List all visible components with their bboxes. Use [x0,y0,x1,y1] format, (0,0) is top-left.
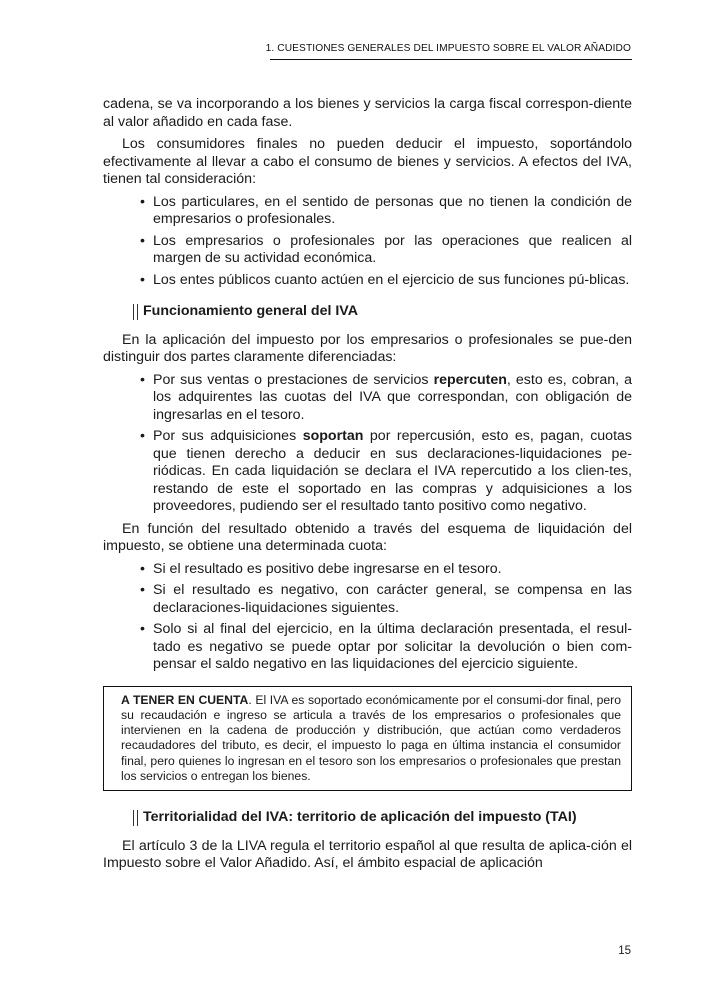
continuation-paragraph: cadena, se va incorporando a los bienes y servicios la carga fiscal correspon-diente al valor añadido en cada fase. [103,96,632,130]
page-number: 15 [618,945,631,957]
running-header: 1. CUESTIONES GENERALES DEL IMPUESTO SOBRE EL VALOR AÑADIDO [265,43,631,54]
bullet-icon: • [140,232,145,249]
list-item: • Los entes públicos cuanto actúen en el ejercicio de sus funciones pú-blicas. [140,271,630,288]
partes-list [103,372,632,516]
list-item: • Si el resultado es negativo, con carácter general, se compensa en las declaraciones-liquidaciones siguientes. [140,582,632,616]
list-item: • Solo si al final del ejercicio, en la última declaración presentada, el resul-tado es negativo se puede optar por solicitar la devolución o bien com-pensar el saldo negativo en las liquidaciones del ejercicio siguiente. [140,621,632,672]
list-item: • Por sus adquisiciones soportan por repercusión, esto es, pagan, cuotas que tienen derecho a deducir en sus declaraciones-liquidaciones pe-riódicas. En cada liquidación se declara el IVA repercutido a los clien-tes, restando de este el soportado en las compras y adquisiciones a los proveedores, pudiendo ser el resultado tanto positivo como negativo. [140,428,633,514]
articulo-paragraph: El artículo 3 de la LIVA regula el territorio español al que resulta de aplica-ción el Impuesto sobre el Valor Añadido. Así, el ámbito espacial de aplicación [103,837,632,872]
consumidores-list [103,194,632,290]
header-rule [270,59,632,60]
bullet-icon: • [140,271,145,288]
section-heading-territorialidad: Territorialidad del IVA: territorio de aplicación del impuesto (TAI) [103,809,632,827]
bullet-icon: • [140,193,145,210]
list-item: • Los empresarios o profesionales por las operaciones que realicen al margen de su actividad económica. [140,232,632,266]
section-marker-icon [133,304,138,320]
page-content [103,96,632,878]
section-marker-icon [133,810,138,826]
resultado-list [103,561,632,674]
list-item: • Los particulares, en el sentido de personas que no tienen la condición de empresarios o profesionales. [140,193,632,227]
bullet-icon: • [140,582,145,598]
bullet-icon: • [140,428,145,444]
resultado-paragraph: En función del resultado obtenido a través del esquema de liquidación del impuesto, se obtiene una determinada cuota: [103,520,632,554]
note-label: A TENER EN CUENTA [121,692,249,707]
aplicacion-paragraph: En la aplicación del impuesto por los empresarios o profesionales se pue-den distinguir dos partes claramente diferenciadas: [103,331,632,365]
bullet-icon: • [140,560,145,577]
bullet-icon: • [140,621,145,637]
bullet-icon: • [140,371,145,388]
section-heading-funcionamiento: Funcionamiento general del IVA [103,303,632,321]
consumidores-paragraph: Los consumidores finales no pueden deducir el impuesto, soportándolo efectivamente al llevar a cabo el consumo de bienes y servicios. A efectos del IVA, tienen tal consideración: [103,136,632,187]
note-text: . El IVA es soportado económicamente por el consumi-dor final, pero su recaudación e ingreso se articula a través de los empresarios o profesionales que intervienen en la cadena de producción y distribución, que actúan como verdaderos recaudadores del tributo, es decir, el impuesto lo paga en última instancia el consumidor final, pero quienes lo ingresan en el tesoro son los empresarios o profesionales que prestan los servicios o entregan los bienes. [121,692,621,783]
list-item: • Si el resultado es positivo debe ingresarse en el tesoro. [140,560,502,577]
list-item: • Por sus ventas o prestaciones de servicios repercuten, esto es, cobran, a los adquirentes las cuotas del IVA que correspondan, con obligación de ingresarlas en el tesoro. [140,371,632,423]
note-box [103,686,632,792]
